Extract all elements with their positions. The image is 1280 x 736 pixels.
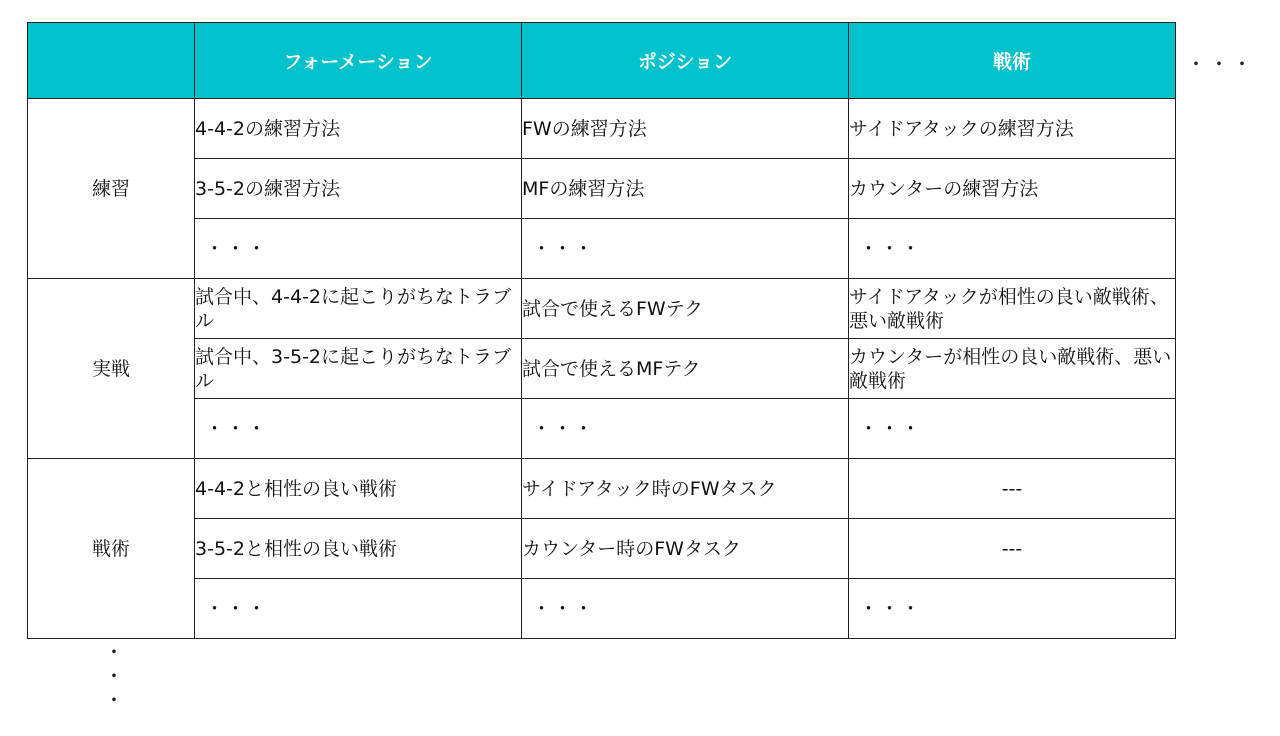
more-rows-dot: ・: [104, 688, 124, 712]
table-cell: サイドアタックが相性の良い敵戦術、悪い敵戦術: [849, 279, 1176, 339]
table-cell: 試合で使えるMFテク: [522, 339, 849, 399]
table-cell: 試合中、4-4-2に起こりがちなトラブル: [195, 279, 522, 339]
row-group-practice: 練習: [28, 99, 195, 279]
table-cell: 3-5-2の練習方法: [195, 159, 522, 219]
row-group-tactics: 戦術: [28, 459, 195, 639]
table-cell: 4-4-2の練習方法: [195, 99, 522, 159]
table-cell: 試合中、3-5-2に起こりがちなトラブル: [195, 339, 522, 399]
header-formation: フォーメーション: [195, 23, 522, 99]
more-rows-ellipsis: [104, 640, 124, 712]
row-group-match: 実戦: [28, 279, 195, 459]
ellipsis-cell: ・・・: [849, 219, 1176, 279]
table-cell: カウンターが相性の良い敵戦術、悪い敵戦術: [849, 339, 1176, 399]
more-columns-ellipsis: ・・・: [1186, 52, 1255, 76]
table-row: [28, 399, 1176, 459]
ellipsis-cell: ・・・: [195, 219, 522, 279]
table-cell: カウンターの練習方法: [849, 159, 1176, 219]
table-row: [28, 519, 1176, 579]
table-cell: カウンター時のFWタスク: [522, 519, 849, 579]
table-row: [28, 219, 1176, 279]
ellipsis-cell: ・・・: [522, 219, 849, 279]
table-row: [28, 159, 1176, 219]
table-row: [28, 339, 1176, 399]
table-cell: ---: [849, 519, 1176, 579]
table-cell: 3-5-2と相性の良い戦術: [195, 519, 522, 579]
content-matrix-table: [27, 22, 1176, 639]
table-cell: サイドアタック時のFWタスク: [522, 459, 849, 519]
ellipsis-cell: ・・・: [849, 399, 1176, 459]
more-rows-dot: ・: [104, 640, 124, 664]
table-cell: 試合で使えるFWテク: [522, 279, 849, 339]
header-position: ポジション: [522, 23, 849, 99]
ellipsis-cell: ・・・: [195, 399, 522, 459]
ellipsis-cell: ・・・: [849, 579, 1176, 639]
table-cell: サイドアタックの練習方法: [849, 99, 1176, 159]
table-cell: FWの練習方法: [522, 99, 849, 159]
table-cell: ---: [849, 459, 1176, 519]
table-row: [28, 579, 1176, 639]
ellipsis-cell: ・・・: [195, 579, 522, 639]
table-cell: 4-4-2と相性の良い戦術: [195, 459, 522, 519]
ellipsis-cell: ・・・: [522, 579, 849, 639]
more-rows-dot: ・: [104, 664, 124, 688]
table-row: [28, 99, 1176, 159]
header-row: [28, 23, 1176, 99]
header-tactics: 戦術: [849, 23, 1176, 99]
table-row: [28, 459, 1176, 519]
table-cell: MFの練習方法: [522, 159, 849, 219]
header-corner-cell: [28, 23, 195, 99]
table-row: [28, 279, 1176, 339]
ellipsis-cell: ・・・: [522, 399, 849, 459]
